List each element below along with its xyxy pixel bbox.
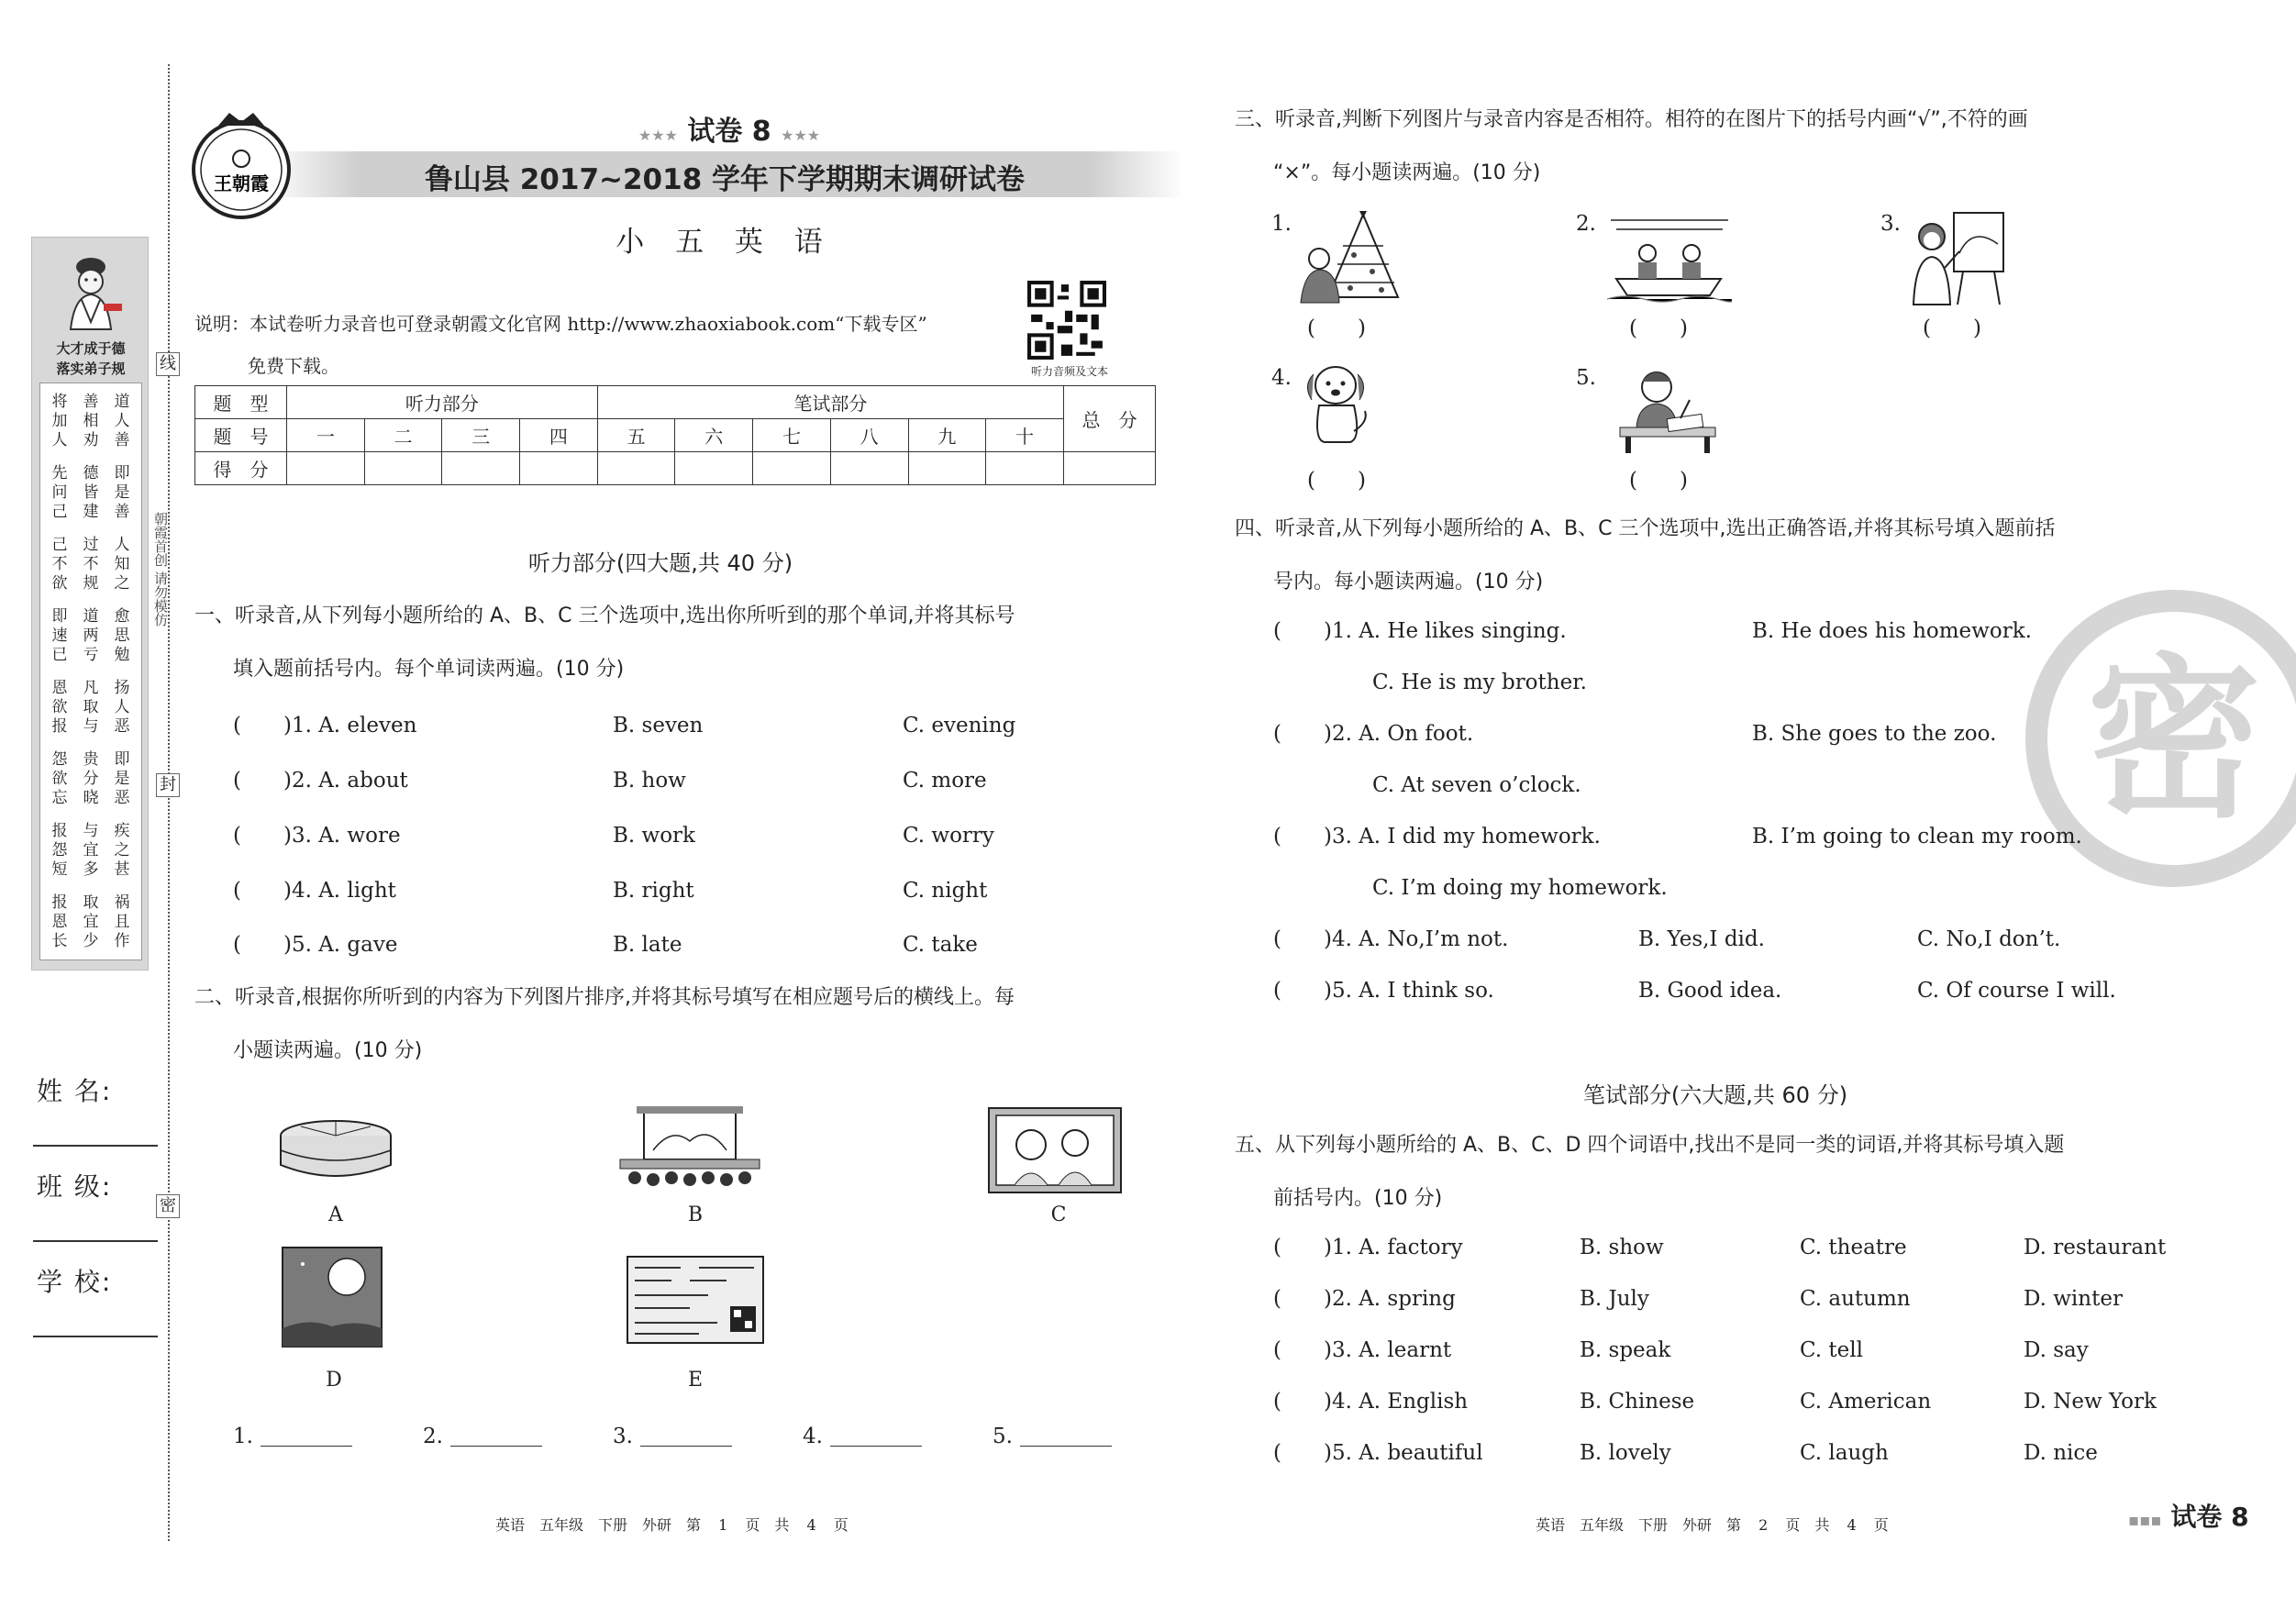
q4-option-a: ( )3. A. I did my homework. [1273,825,1601,848]
q5-option-d: D. New York [2024,1390,2157,1414]
q1-text-2: 填入题前括号内。每个单词读两遍。(10 分) [233,658,625,681]
q2-text-1: 二、听录音,根据你所听到的内容为下列图片排序,并将其标号填写在相应题号后的横线上。每 [194,986,1015,1009]
q2-blank-number: 1. [233,1425,253,1448]
q1-option-c: C. evening [903,714,1016,738]
paper-badge-text: 试卷 8 [2170,1502,2249,1532]
motto-panel [31,237,149,970]
q2-answer-blank-5[interactable] [1020,1446,1112,1447]
q2-answer-blank-2[interactable] [450,1446,542,1447]
table-row [195,386,1156,419]
q2-blank-number: 4. [803,1425,823,1448]
school-label: 学 校: [37,1267,113,1297]
motto-col: 德皆建 [83,464,99,521]
paper-number-text: 试卷 8 [687,116,771,148]
q5-option-b: B. lovely [1580,1441,1671,1465]
binding-word-line: 线 [156,352,180,376]
motto-top-line-1: 大才成于德 [56,340,126,357]
paper-title: 鲁山县 2017~2018 学年下学期期末调研试卷 [424,163,1026,196]
table-cell: 三 [442,419,520,452]
q5-option-a: ( )4. A. English [1273,1390,1469,1414]
theatre-stage-picture-icon [616,1104,763,1192]
q5-instructions [1235,1119,2253,1225]
q1-option-a: ( )4. A. light [233,879,396,903]
score-cell[interactable] [830,452,908,485]
q3-number-text: 2. [1576,212,1596,236]
q3-instructions [1235,94,2253,200]
table-cell: 七 [753,419,831,452]
score-cell[interactable] [1064,452,1156,485]
q4-instructions [1235,503,2253,609]
table-cell: 五 [597,419,675,452]
table-cell: 二 [364,419,442,452]
motto-col: 祸且作 [114,893,130,950]
q3-bracket-text: ( ) [1629,316,1688,340]
q1-text-1: 一、听录音,从下列每小题所给的 A、B、C 三个选项中,选出你所听到的那个单词,并将其标号 [194,604,1015,627]
motto-col: 道两亏 [83,607,99,664]
vertical-note [150,477,171,665]
q1-option-b: B. seven [613,714,704,738]
score-cell[interactable] [364,452,442,485]
motto-col: 即是善 [114,464,130,521]
q2-label-d: D [326,1369,342,1392]
score-cell[interactable] [908,452,986,485]
footer-right: 英语 五年级 下册 外研 第 2 页 共 4 页 [1536,1516,1889,1534]
train-ticket-picture-icon [626,1255,765,1345]
motto-col: 善相劝 [83,393,99,449]
q2-blank-number: 5. [993,1425,1013,1448]
motto-col: 即是恶 [114,750,130,807]
margin-strip [0,0,174,1597]
q4-option-c: C. At seven o’clock. [1372,773,1581,797]
q5-option-b: B. speak [1580,1338,1671,1362]
q4-option-c: C. Of course I will. [1917,979,2116,1003]
motto-top [38,338,144,379]
q4-option-c: C. He is my brother. [1372,671,1587,694]
class-field[interactable] [33,1240,158,1242]
motto-col: 愈思勉 [114,607,130,664]
q1-option-c: C. more [903,769,987,793]
table-cell: 九 [908,419,986,452]
table-row [195,419,1156,452]
q5-option-a: ( )1. A. factory [1273,1236,1463,1259]
q3-bracket-text: ( ) [1307,316,1366,340]
q2-label-c: C [1050,1203,1067,1226]
q1-option-a: ( )1. A. eleven [233,714,417,738]
q1-option-b: B. work [613,824,695,848]
boy-writing-picture-icon [1616,363,1719,455]
q1-option-c: C. worry [903,824,994,848]
score-cell[interactable] [520,452,598,485]
q1-option-c: C. take [903,933,978,957]
q5-option-b: B. July [1580,1287,1649,1311]
motto-col: 道人善 [114,393,130,449]
score-cell[interactable] [287,452,365,485]
q3-number-text: 5. [1576,366,1596,390]
qr-code-icon[interactable] [1027,281,1106,360]
motto-col: 贵分晓 [83,750,99,807]
score-cell[interactable] [986,452,1064,485]
q3-bracket-text: ( ) [1629,469,1688,493]
instructions-note [194,303,1002,387]
night-moon-picture-icon [281,1246,383,1348]
table-cell: 听力部分 [287,386,598,419]
q5-option-c: C. theatre [1800,1236,1907,1259]
q5-option-a: ( )2. A. spring [1273,1287,1456,1311]
q4-text-1: 四、听录音,从下列每小题所给的 A、B、C 三个选项中,选出正确答语,并将其标号填入题前括 [1235,517,2056,540]
motto-col: 与宜多 [83,822,99,879]
subject-title: 小 五 英 语 [616,226,834,259]
q5-option-c: C. autumn [1800,1287,1911,1311]
q1-option-a: ( )2. A. about [233,769,408,793]
motto-col: 过不规 [83,536,99,593]
binding-line [168,64,170,1541]
q4-option-a: ( )4. A. No,I’m not. [1273,927,1509,951]
motto-col: 将加人 [51,393,68,449]
q4-option-c: C. No,I don’t. [1917,927,2061,951]
table-cell: 题 型 [195,386,287,419]
q4-option-a: ( )2. A. On foot. [1273,722,1474,746]
q5-option-a: ( )5. A. beautiful [1273,1441,1483,1465]
paper-badge [2128,1497,2249,1534]
q1-option-b: B. right [613,879,694,903]
table-row [195,452,1156,485]
binding-word-secret: 密 [156,1194,180,1218]
motto-col: 即速已 [51,607,68,664]
star-icon: ★★★ [638,127,678,144]
motto-col: 报怨短 [51,822,68,879]
q5-option-d: D. winter [2024,1287,2123,1311]
q4-option-b: B. Yes,I did. [1638,927,1765,951]
motto-col: 取宜少 [83,893,99,950]
q5-text-2: 前括号内。(10 分) [1273,1187,1443,1210]
q4-option-b: B. I’m going to clean my room. [1752,825,2082,848]
q5-option-c: C. laugh [1800,1441,1889,1465]
q2-answer-blank-1[interactable] [261,1446,352,1447]
q1-option-a: ( )5. A. gave [233,933,398,957]
score-cell[interactable] [675,452,753,485]
q2-label-b: B [687,1203,704,1226]
motto-top-line-2: 落实弟子规 [56,360,126,377]
q5-text-1: 五、从下列每小题所给的 A、B、C、D 四个词语中,找出不是同一类的词语,并将其标号填入题 [1235,1134,2065,1157]
motto-col: 凡取与 [83,679,99,736]
class-label: 班 级: [37,1171,113,1202]
motto-col: 己不欲 [51,536,68,593]
table-cell: 四 [520,419,598,452]
paper-number [624,108,835,149]
qr-caption: 听力音频及文本 [1030,365,1108,378]
school-field[interactable] [33,1336,158,1337]
q4-option-b: B. He does his homework. [1752,619,2032,643]
christmas-tree-picture-icon [1295,209,1402,305]
q3-text-1: 三、听录音,判断下列图片与录音内容是否相符。相符的在图片下的括号内画“√”,不符的画 [1235,108,2028,131]
q1-option-b: B. how [613,769,686,793]
vertical-note-text: 朝霞首创 请勿模仿 [152,511,169,627]
q2-label-e: E [687,1369,704,1392]
tv-picture-icon [987,1106,1123,1194]
puppy-picture-icon [1301,358,1374,446]
note-line-2: 免费下载。 [248,355,339,377]
q3-bracket-text: ( ) [1307,469,1366,493]
star-icon: ★★★ [781,127,821,144]
q5-option-a: ( )3. A. learnt [1273,1338,1452,1362]
q2-text-2: 小题读两遍。(10 分) [233,1039,423,1062]
motto-col: 人知之 [114,536,130,593]
table-cell: 题 号 [195,419,287,452]
score-cell[interactable] [597,452,675,485]
q5-option-c: C. tell [1800,1338,1863,1362]
motto-col: 恩欲报 [51,679,68,736]
q5-option-d: D. say [2024,1338,2089,1362]
seal-text: 密 [2086,638,2262,841]
table-cell: 十 [986,419,1064,452]
score-table [194,385,1156,485]
q1-instructions [194,590,1167,696]
name-label: 姓 名: [37,1076,113,1106]
table-cell: 笔试部分 [597,386,1063,419]
motto-col: 报恩长 [51,893,68,950]
q2-answer-blank-4[interactable] [830,1446,922,1447]
q3-text-2: “×”。每小题读两遍。(10 分) [1273,161,1541,184]
q1-option-a: ( )3. A. wore [233,824,401,848]
binding-word-seal: 封 [156,773,180,797]
motto-col: 扬人恶 [114,679,130,736]
q3-number-text: 4. [1271,366,1292,390]
publisher-logo-icon [182,105,301,225]
name-field[interactable] [33,1145,158,1147]
q2-label-a: A [328,1203,343,1226]
q5-option-d: D. restaurant [2024,1236,2167,1259]
footer-left: 英语 五年级 下册 外研 第 1 页 共 4 页 [495,1516,849,1534]
score-cell[interactable] [442,452,520,485]
q4-option-b: B. She goes to the zoo. [1752,722,1997,746]
motto-col: 怨欲忘 [51,750,68,807]
q5-option-d: D. nice [2024,1441,2098,1465]
q3-bracket-text: ( ) [1923,316,1981,340]
table-cell: 一 [287,419,365,452]
q3-number-text: 3. [1880,212,1901,236]
q1-option-b: B. late [613,933,682,957]
q4-option-a: ( )5. A. I think so. [1273,979,1494,1003]
cake-picture-icon [273,1110,398,1191]
q5-option-b: B. show [1580,1236,1664,1259]
q4-option-a: ( )1. A. He likes singing. [1273,619,1567,643]
logo-text: 王朝霞 [214,172,269,194]
q2-answer-blank-3[interactable] [640,1446,732,1447]
q2-instructions [194,971,1167,1078]
q5-option-b: B. Chinese [1580,1390,1695,1414]
table-cell: 八 [830,419,908,452]
q5-option-c: C. American [1800,1390,1932,1414]
listening-heading: 听力部分(四大题,共 40 分) [527,550,793,576]
q4-text-2: 号内。每小题读两遍。(10 分) [1273,571,1544,593]
girl-painting-picture-icon [1908,207,2007,306]
writing-heading: 笔试部分(六大题,共 60 分) [1582,1082,1848,1108]
score-cell[interactable] [753,452,831,485]
q4-option-c: C. I’m doing my homework. [1372,876,1668,900]
q1-option-c: C. night [903,879,988,903]
q2-blank-number: 2. [423,1425,443,1448]
table-cell: 总 分 [1064,386,1156,452]
q4-option-b: B. Good idea. [1638,979,1782,1003]
badge-squares-icon: ▪▪▪ [2128,1511,2162,1530]
scholar-figure-icon [49,249,133,333]
rowing-boat-picture-icon [1607,211,1732,303]
motto-col: 先问己 [51,464,68,521]
table-cell: 六 [675,419,753,452]
q3-number-text: 1. [1271,212,1292,236]
motto-col: 疾之甚 [114,822,130,879]
motto-body [39,383,142,960]
note-line-1: 说明：本试卷听力录音也可登录朝霞文化官网 http://www.zhaoxiabook.com“下载专区” [194,313,927,335]
q2-blank-number: 3. [613,1425,633,1448]
table-cell: 得 分 [195,452,287,485]
